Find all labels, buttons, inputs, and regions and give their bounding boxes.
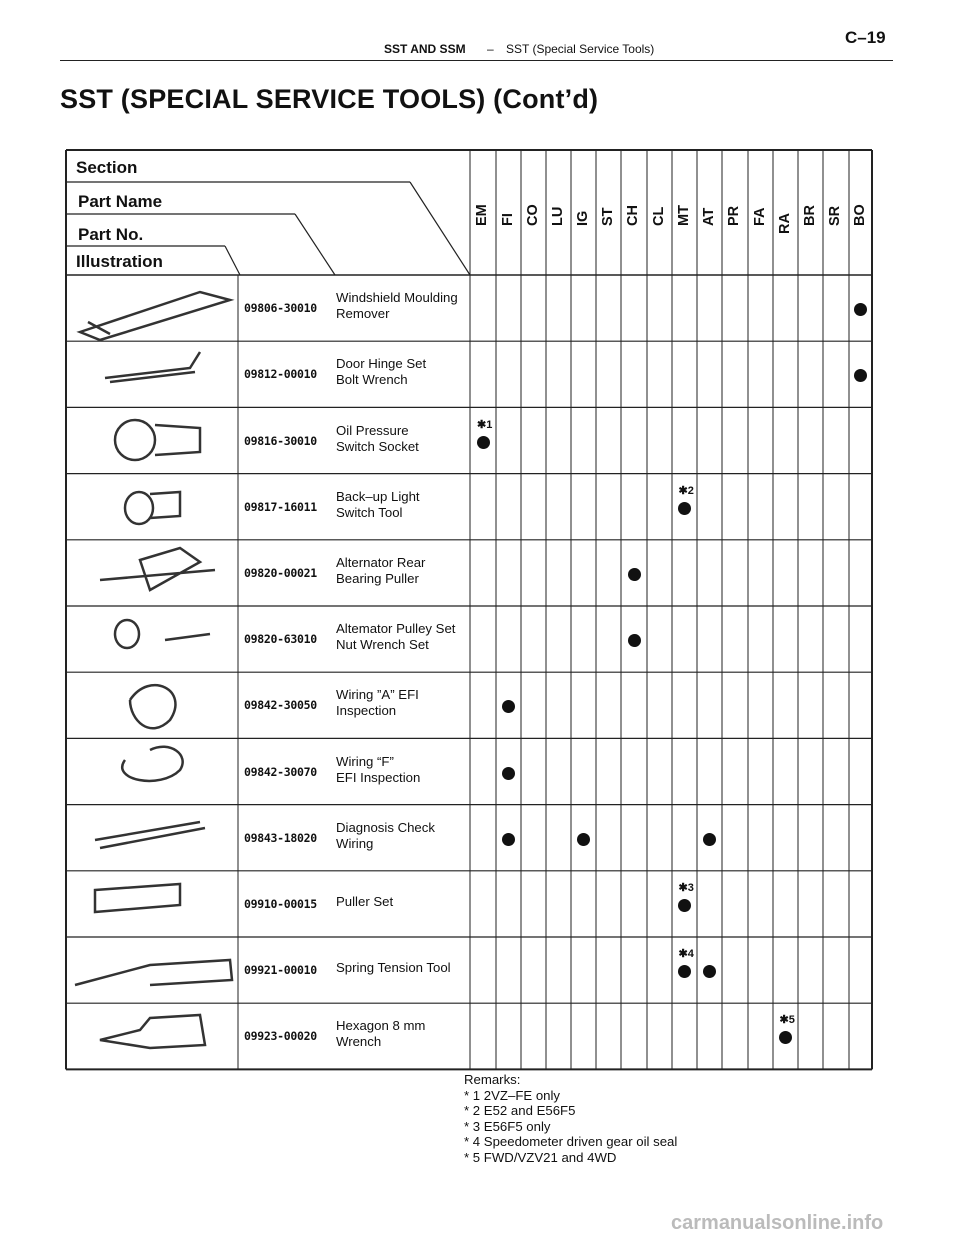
header-guide-line xyxy=(295,214,335,275)
applicability-mark-bo xyxy=(854,369,867,382)
part-name: Oil Pressure Switch Socket xyxy=(336,422,419,454)
part-name: Alternator Rear Bearing Puller xyxy=(336,554,426,586)
section-column-cl: CL xyxy=(650,206,667,226)
part-number: 09923-00020 xyxy=(244,1029,317,1044)
part-number: 09921-00010 xyxy=(244,963,317,978)
section-column-sr: SR xyxy=(827,205,843,226)
part-number: 09806-30010 xyxy=(244,301,317,316)
applicability-mark-fi xyxy=(502,833,515,846)
part-name: Back–up Light Switch Tool xyxy=(336,488,420,520)
header-subject: SST (Special Service Tools) xyxy=(506,42,655,56)
part-name: Puller Set xyxy=(336,893,394,909)
section-header-label: Section xyxy=(76,158,138,177)
part-number: 09812-00010 xyxy=(244,367,317,382)
applicability-mark-mt xyxy=(678,899,691,912)
header-guide-line xyxy=(225,246,240,275)
watermark: carmanualsonline.info xyxy=(671,1212,884,1234)
socket-illustration xyxy=(115,420,200,460)
section-column-br: BR xyxy=(801,205,818,226)
part-no-header-label: Part No. xyxy=(78,225,144,244)
applicability-mark-ch xyxy=(628,568,641,581)
section-column-em: EM xyxy=(474,204,490,226)
part-name: Spring Tension Tool xyxy=(336,960,451,976)
applicability-mark-ig xyxy=(577,833,590,846)
part-number: 09843-18020 xyxy=(244,830,317,845)
section-column-ra: RA xyxy=(776,213,793,234)
part-name: Wiring “F” EFI Inspection xyxy=(336,753,421,785)
section-column-fi: FI xyxy=(499,213,516,226)
part-name: Altemator Pulley Set Nut Wrench Set xyxy=(336,621,456,653)
page-number: C–19 xyxy=(845,28,886,47)
spring-tension-illustration xyxy=(75,960,232,985)
section-column-ig: IG xyxy=(574,210,591,226)
section-column-bo: BO xyxy=(851,204,868,226)
remark-item: * 5 FWD/VZV21 and 4WD xyxy=(464,1149,617,1165)
section-column-mt: MT xyxy=(675,205,692,226)
pulley-wrench-illustration xyxy=(115,620,210,648)
bearing-puller-illustration xyxy=(100,548,215,590)
section-column-lu: LU xyxy=(549,206,566,226)
remark-item: * 4 Speedometer driven gear oil seal xyxy=(464,1134,678,1149)
diagnosis-wire-illustration xyxy=(95,822,205,848)
applicability-mark-em xyxy=(477,436,490,449)
applicability-mark-at xyxy=(703,833,716,846)
remark-item: * 1 2VZ–FE only xyxy=(464,1087,561,1103)
wiring-a-illustration xyxy=(130,685,175,728)
hinge-wrench-illustration xyxy=(105,352,200,382)
part-name: Wiring ”A” EFI Inspection xyxy=(336,687,419,719)
applicability-mark-bo xyxy=(854,303,867,316)
part-name-header-label: Part Name xyxy=(78,192,163,211)
puller-set-illustration xyxy=(95,884,180,912)
footnote-mark: ✱2 xyxy=(678,484,694,497)
section-column-st: ST xyxy=(599,207,616,226)
part-name: Windshield Moulding Remover xyxy=(336,290,458,322)
header-rule xyxy=(60,60,893,61)
applicability-mark-fi xyxy=(502,700,515,713)
part-name: Diagnosis Check Wiring xyxy=(336,819,435,851)
part-number: 09817-16011 xyxy=(244,499,317,514)
page-title: SST (SPECIAL SERVICE TOOLS) (Cont’d) xyxy=(60,84,599,114)
section-column-at: AT xyxy=(700,207,717,226)
hexagon-wrench-illustration xyxy=(100,1015,205,1048)
section-column-co: CO xyxy=(524,204,541,226)
footnote-mark: ✱1 xyxy=(477,418,493,431)
wiring-f-illustration xyxy=(122,747,182,781)
header-chapter: SST AND SSM xyxy=(384,42,466,56)
part-number: 09820-63010 xyxy=(244,632,317,647)
part-name: Hexagon 8 mm Wrench xyxy=(336,1018,426,1050)
applicability-mark-ra xyxy=(779,1031,792,1044)
header-guide-line xyxy=(410,182,470,275)
section-column-pr: PR xyxy=(726,205,742,226)
switch-tool-illustration xyxy=(125,492,180,524)
part-number: 09910-00015 xyxy=(244,896,317,911)
section-column-ch: CH xyxy=(625,205,641,226)
applicability-mark-mt xyxy=(678,502,691,515)
footnote-mark: ✱5 xyxy=(779,1014,795,1027)
remarks-heading: Remarks: xyxy=(464,1072,521,1087)
footnote-mark: ✱3 xyxy=(678,881,694,894)
remark-item: * 3 E56F5 only xyxy=(464,1118,551,1134)
remark-item: * 2 E52 and E56F5 xyxy=(464,1103,576,1118)
illustration-header-label: Illustration xyxy=(76,252,163,271)
applicability-mark-fi xyxy=(502,767,515,780)
part-name: Door Hinge Set Bolt Wrench xyxy=(336,356,427,388)
part-number: 09816-30010 xyxy=(244,433,317,448)
header-separator: – xyxy=(487,42,494,56)
moulding-remover-illustration xyxy=(80,292,230,340)
remarks xyxy=(464,1072,677,1165)
applicability-mark-ch xyxy=(628,634,641,647)
part-number: 09842-30050 xyxy=(244,698,317,713)
applicability-mark-mt xyxy=(678,965,691,978)
applicability-mark-at xyxy=(703,965,716,978)
part-number: 09820-00021 xyxy=(244,565,317,580)
section-column-fa: FA xyxy=(751,207,768,226)
footnote-mark: ✱4 xyxy=(678,948,694,961)
part-number: 09842-30070 xyxy=(244,764,317,779)
